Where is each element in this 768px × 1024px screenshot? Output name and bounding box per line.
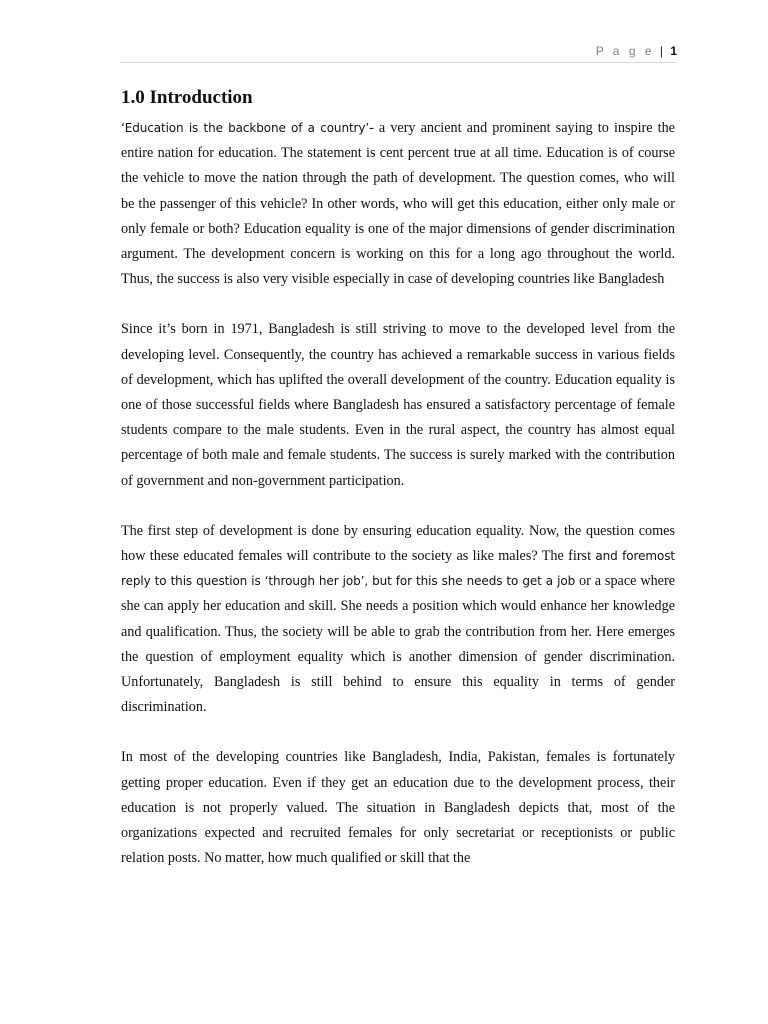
page-header bbox=[121, 40, 677, 63]
paragraph-1-quote: ‘Education is the backbone of a country’ bbox=[121, 121, 370, 135]
paragraph-3-sans-part: and foremost reply to this question is ‘through her job’, but for this she needs to get a job bbox=[121, 549, 675, 589]
paragraph-1 bbox=[121, 116, 675, 292]
paragraph-3 bbox=[121, 519, 675, 721]
paragraph-3-text-before: The first step of development is done by ensuring education equality. Now, the question comes how these educated females will contribute to the society as like males? The first bbox=[121, 522, 675, 565]
page-label: P a g e bbox=[595, 44, 655, 58]
document-body bbox=[121, 84, 675, 896]
section-heading: 1.0 Introduction bbox=[121, 87, 253, 108]
page-separator: | bbox=[659, 44, 663, 58]
paragraph-2: Since it’s born in 1971, Bangladesh is still striving to move to the developed level from the developing level. Consequently, the country has achieved a remarkable success in various fields of development, which has uplifted the overall development of the country. Education equality is one of those successful fields where Bangladesh has ensured a satisfactory percentage of female students compare to the male students. Even in the rural aspect, the country has almost equal percentage of both male and female students. The success is surely marked with the contribution of government and non-government participation. bbox=[121, 321, 675, 489]
paragraph-3-text-after: or a space where she can apply her education and skill. She needs a position which would enhance her knowledge and qualification. Thus, the society will be able to grab the contribution from her. Here emerges the question of employment equality which is another dimension of gender discrimination. Unfortunately, Bangladesh is still behind to ensure this equality in terms of gender discrimination. bbox=[121, 573, 675, 716]
paragraph-4: In most of the developing countries like Bangladesh, India, Pakistan, females is fortunately getting proper education. Even if they get an education due to the development process, their education is not properly valued. The situation in Bangladesh depicts that, most of the organizations expected and recruited females for only secretariat or receptionists or public relation posts. No matter, how much qualified or skill that the bbox=[121, 749, 675, 867]
page-number: 1 bbox=[670, 44, 677, 58]
paragraph-1-text: - a very ancient and prominent saying to inspire the entire nation for education. The statement is cent percent true at all time. Education is of course the vehicle to move the nation through the path of development. The question comes, who will be the passenger of this vehicle? In other words, who will get this education, either only male or only female or both? Education equality is one of the major dimensions of gender discrimination argument. The development concern is working on this for a long ago throughout the world. Thus, the success is also very visible especially in case of developing countries like Bangladesh bbox=[121, 120, 675, 288]
